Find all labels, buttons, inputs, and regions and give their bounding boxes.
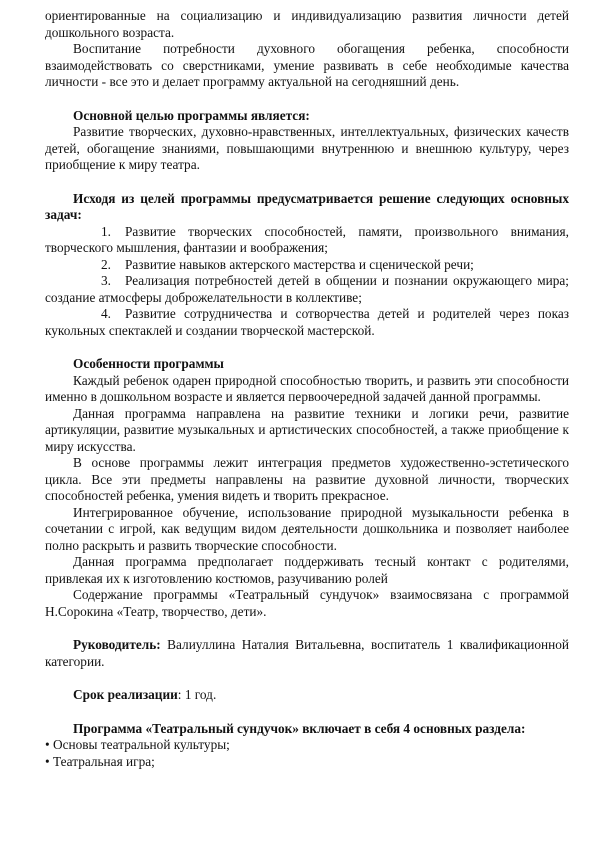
section-text: Основы театральной культуры;: [52, 737, 230, 752]
task-item: [45, 224, 569, 257]
task-text: Реализация потребностей детей в общении и познании окружающего мира; создание атмосферы доброжелательности в коллективе;: [45, 273, 569, 305]
task-number: 2.: [101, 256, 111, 272]
features-paragraph: Данная программа предполагает поддерживать тесный контакт с родителями, привлекая их к изготовлению костюмов, разучиванию ролей: [45, 554, 569, 586]
leader-line: [45, 637, 569, 670]
task-item: [45, 306, 569, 339]
spacer: [45, 670, 569, 687]
term-text: : 1 год.: [177, 687, 217, 702]
section-list-item: [45, 754, 569, 771]
term-line: [45, 687, 569, 704]
features-paragraph: Данная программа направлена на развитие техники и логики речи, развитие артикуляции, развитие музыкальных и артистических способностей, а также приобщение к миру искусства.: [45, 405, 569, 454]
task-number: 3.: [101, 273, 111, 288]
spacer: [45, 91, 569, 108]
leader-text: Валиуллина Наталия Витальевна, воспитатель 1 квалификационной категории.: [45, 637, 569, 669]
features-paragraph: Каждый ребенок одарен природной способностью творить, и развить эти способности именно в дошкольном возрасте и является первоочередной задачей данной программы.: [45, 372, 569, 404]
task-number: 4.: [101, 306, 111, 321]
features-paragraph: Интегрированное обучение, использование природной музыкальности ребенка в сочетании с игрой, как ведущим видом деятельности дошкольника и позволяет наиболее полно раскрыть и развить творческие способности.: [45, 504, 569, 553]
task-number: 1.: [101, 223, 111, 239]
task-text: Развитие творческих способностей, памяти, произвольного внимания, творческого мышления, фантазии и воображения;: [45, 223, 569, 255]
term-label: Срок реализации: [73, 687, 178, 702]
section-list-item: [45, 737, 569, 754]
bullet-icon: •: [45, 737, 50, 752]
task-text: Развитие навыков актерского мастерства и сценической речи;: [125, 256, 474, 272]
features-paragraph: Содержание программы «Театральный сундучок» взаимосвязана с программой Н.Сорокина «Театр, творчество, дети».: [45, 587, 569, 619]
section-text: Театральная игра;: [52, 753, 155, 769]
spacer: [45, 704, 569, 721]
tasks-heading: Исходя из целей программы предусматривается решение следующих основных задач:: [45, 190, 569, 222]
bullet-icon: •: [45, 753, 50, 769]
intro-paragraph-2: Воспитание потребности духовного обогащения ребенка, способности взаимодействовать со сверстниками, умение развивать в себе необходимые качества личности - все это и делает программу актуальной на сегодняшний день.: [45, 41, 569, 89]
spacer: [45, 174, 569, 191]
task-item: [45, 257, 569, 274]
task-text: Развитие сотрудничества и сотворчества детей и родителей через показ кукольных спектаклей и создании творческой мастерской.: [45, 306, 569, 338]
task-item: [45, 273, 569, 306]
leader-label: Руководитель:: [73, 637, 161, 652]
spacer: [45, 339, 569, 356]
sections-heading: Программа «Театральный сундучок» включает в себя 4 основных раздела:: [73, 720, 526, 736]
document-page: [45, 8, 569, 770]
goal-heading: Основной целью программы является:: [73, 107, 310, 123]
intro-paragraph-1: ориентированные на социализацию и индивидуализацию развития личности детей дошкольного возраста.: [45, 8, 569, 40]
goal-text: Развитие творческих, духовно-нравственных, интеллектуальных, физических качеств детей, обогащение знаниями, повышающими внутреннюю и внешнюю культуру, через приобщение к миру театра.: [45, 124, 569, 172]
features-heading: Особенности программы: [73, 356, 224, 371]
features-paragraph: В основе программы лежит интеграция предметов художественно-эстетического цикла. Все эти предметы направлены на развитие духовной личности, творческих способностей ребенка, умения видеть и творить прекрасное.: [45, 455, 569, 503]
spacer: [45, 620, 569, 637]
